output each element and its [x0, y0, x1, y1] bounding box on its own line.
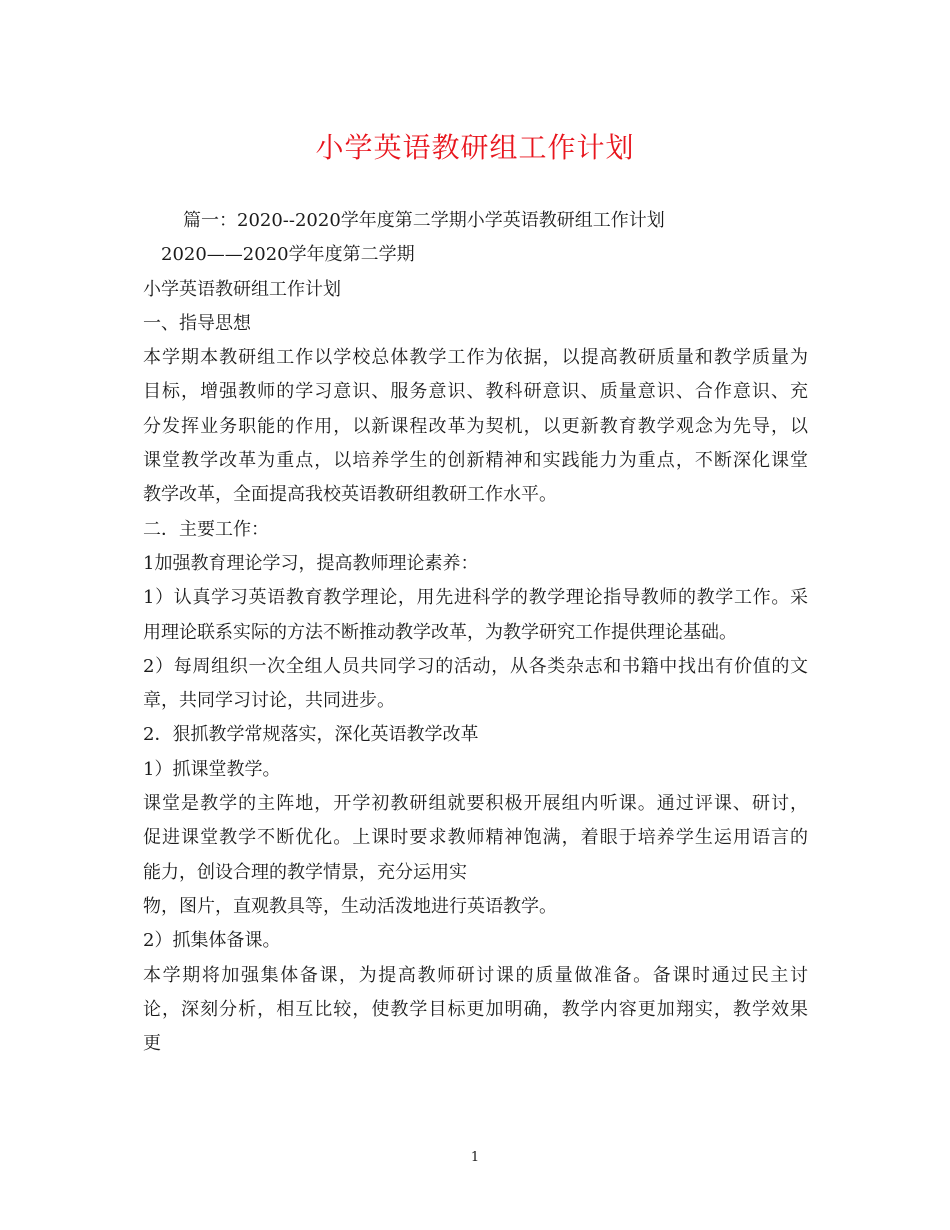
item-heading: 2）抓集体备课。 [143, 930, 281, 952]
document-body [143, 204, 808, 1061]
article-heading: 篇一：2020--2020学年度第二学期小学英语教研组工作计划 [183, 210, 665, 231]
paragraph-line: 本学期本教研组工作以学校总体教学工作为依据，以提高教研质量和教学质量为 [143, 347, 808, 369]
paragraph-line: 课堂教学改革为重点，以培养学生的创新精神和实践能力为重点，不断深化课堂 [143, 450, 808, 472]
plan-title-line: 小学英语教研组工作计划 [143, 278, 341, 300]
subsection-heading: 2．狠抓教学常规落实，深化英语教学改革 [143, 724, 479, 746]
paragraph-line: 章，共同学习讨论，共同进步。 [143, 690, 395, 712]
item-heading: 1）抓课堂教学。 [143, 758, 281, 780]
paragraph-line: 2）每周组织一次全组人员共同学习的活动，从各类杂志和书籍中找出有价值的文 [143, 655, 808, 677]
paragraph-line: 促进课堂教学不断优化。上课时要求教师精神饱满，着眼于培养学生运用语言的 [143, 827, 808, 849]
paragraph-line: 教学改革，全面提高我校英语教研组教研工作水平。 [143, 484, 557, 506]
section-heading: 一、指导思想 [143, 312, 251, 334]
paragraph-line: 目标，增强教师的学习意识、服务意识、教科研意识、质量意识、合作意识、充 [143, 381, 808, 403]
section-heading: 二．主要工作： [143, 518, 269, 540]
subsection-heading: 1加强教育理论学习，提高教师理论素养： [143, 552, 479, 574]
paragraph-line: 物，图片，直观教具等，生动活泼地进行英语教学。 [143, 895, 557, 917]
page-number: 1 [470, 1150, 480, 1165]
document-title: 小学英语教研组工作计划 [315, 131, 635, 164]
paragraph-line: 本学期将加强集体备课，为提高教师研讨课的质量做准备。备课时通过民主讨 [143, 964, 808, 986]
paragraph-line: 能力，创设合理的教学情景，充分运用实 [143, 861, 467, 883]
term-line: 2020——2020学年度第二学期 [161, 244, 415, 266]
paragraph-line: 分发挥业务职能的作用，以新课程改革为契机，以更新教育教学观念为先导，以 [143, 415, 808, 437]
paragraph-line: 课堂是教学的主阵地，开学初教研组就要积极开展组内听课。通过评课、研讨， [143, 793, 808, 815]
paragraph-line: 1）认真学习英语教育教学理论，用先进科学的教学理论指导教师的教学工作。采 [143, 587, 808, 609]
paragraph-line: 论，深刻分析，相互比较，使教学目标更加明确，教学内容更加翔实，教学效果 [143, 998, 808, 1020]
paragraph-line: 更 [143, 1033, 161, 1055]
paragraph-line: 用理论联系实际的方法不断推动教学改革，为教学研究工作提供理论基础。 [143, 621, 737, 643]
